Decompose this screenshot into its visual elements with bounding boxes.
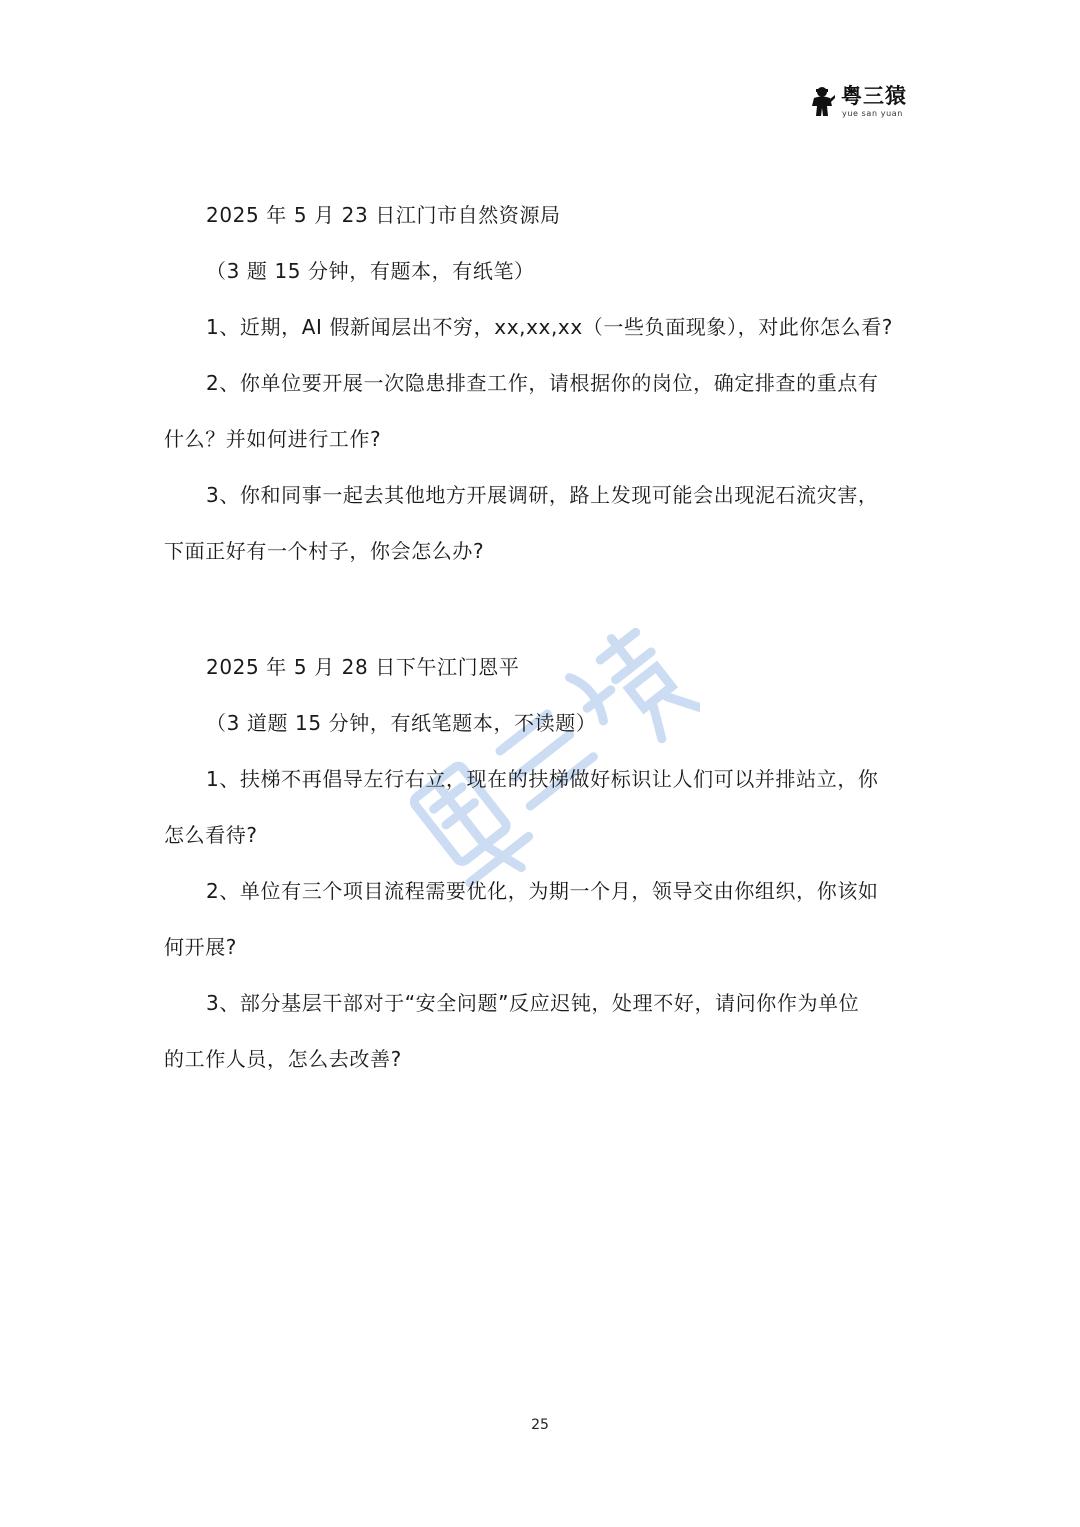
section-note: （3 题 15 分钟，有题本，有纸笔） xyxy=(206,259,535,283)
question-2-continued: 何开展? xyxy=(164,935,238,959)
question-3-continued: 的工作人员，怎么去改善? xyxy=(164,1047,402,1071)
logo-pinyin: yue san yuan xyxy=(842,109,903,118)
logo-name: 粤三猿 xyxy=(841,84,907,108)
question-1-continued: 怎么看待? xyxy=(164,823,258,847)
section-2 xyxy=(164,639,920,1087)
question-3-continued: 下面正好有一个村子，你会怎么办? xyxy=(164,539,485,563)
question-3: 3、你和同事一起去其他地方开展调研，路上发现可能会出现泥石流灾害， xyxy=(206,483,879,507)
brand-logo xyxy=(808,84,918,120)
section-title: 2025 年 5 月 23 日江门市自然资源局 xyxy=(206,203,561,227)
section-note: （3 道题 15 分钟，有纸笔题本，不读题） xyxy=(206,711,597,735)
section-1 xyxy=(164,187,920,579)
monkey-logo-icon xyxy=(808,86,836,118)
question-2: 2、单位有三个项目流程需要优化，为期一个月，领导交由你组织，你该如 xyxy=(206,879,879,903)
page-number: 25 xyxy=(531,1417,549,1433)
question-2: 2、你单位要开展一次隐患排查工作，请根据你的岗位，确定排查的重点有 xyxy=(206,371,879,395)
question-3: 3、部分基层干部对于“安全问题”反应迟钝，处理不好，请问你作为单位 xyxy=(206,991,860,1015)
question-1: 1、扶梯不再倡导左行右立，现在的扶梯做好标识让人们可以并排站立，你 xyxy=(206,767,879,791)
question-1: 1、近期，AI 假新闻层出不穷，xx,xx,xx（一些负面现象），对此你怎么看? xyxy=(206,315,894,339)
section-title: 2025 年 5 月 28 日下午江门恩平 xyxy=(206,655,520,679)
question-2-continued: 什么？并如何进行工作? xyxy=(164,427,382,451)
